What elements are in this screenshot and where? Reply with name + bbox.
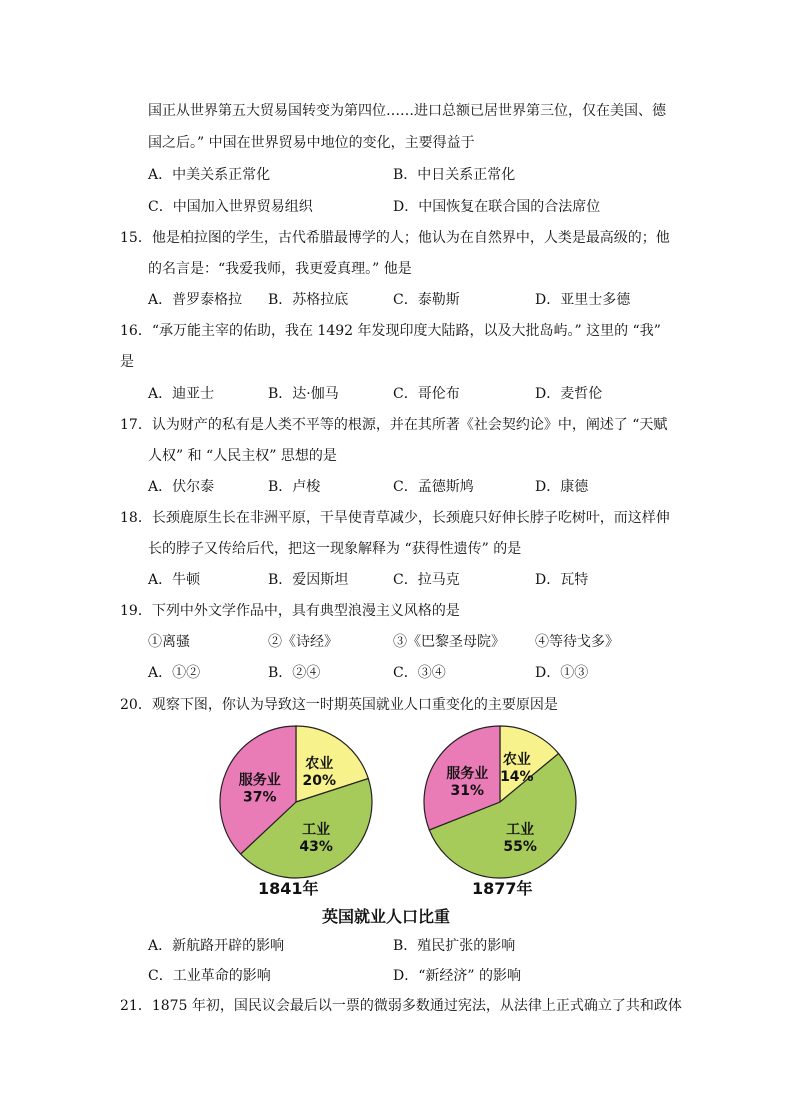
pie-label-agriculture: 农业 [305,756,334,773]
q14-option-d[interactable]: D．中国恢复在联合国的合法席位 [393,199,601,215]
q15-option-b[interactable]: B．苏格拉底 [268,292,349,308]
q17-option-c[interactable]: C．孟德斯鸠 [393,479,474,495]
q17-line1: 17．认为财产的私有是人类不平等的根源，并在其所著《社会契约论》中，阐述了 “天赋 [120,417,668,433]
q16-option-c[interactable]: C．哥伦布 [393,386,460,402]
pie-chart-1877 [418,720,582,884]
pie-label-service: 服务业 [238,772,281,789]
q14-option-c[interactable]: C．中国加入世界贸易组织 [148,199,313,215]
q19-option-a[interactable]: A．①② [148,665,201,681]
pie-value-service: 31% [450,782,485,799]
q16-option-b[interactable]: B．达·伽马 [268,386,339,402]
pie-chart-1841 [214,720,378,884]
q20-option-b[interactable]: B．殖民扩张的影响 [393,938,516,954]
q18-option-a[interactable]: A．牛顿 [148,572,201,588]
q20-option-c[interactable]: C．工业革命的影响 [148,968,271,984]
q15-option-c[interactable]: C．泰勒斯 [393,292,460,308]
pie-year-1877: 1877年 [472,879,533,898]
q20-option-a[interactable]: A．新航路开辟的影响 [148,938,285,954]
q17-option-b[interactable]: B．卢梭 [268,479,321,495]
q19-line1: 19．下列中外文学作品中，具有典型浪漫主义风格的是 [120,603,460,619]
q16-option-d[interactable]: D．麦哲伦 [535,386,603,402]
pie-label-agriculture: 农业 [502,752,531,769]
q14-option-a[interactable]: A．中美关系正常化 [148,167,271,183]
q19-option-c[interactable]: C．③④ [393,665,446,681]
q15-line1: 15．他是柏拉图的学生，古代希腊最博学的人；他认为在自然界中，人类是最高级的；他 [120,230,670,246]
q15-option-a[interactable]: A．普罗泰格拉 [148,292,243,308]
q18-line1: 18．长颈鹿原生长在非洲平原，干旱使青草减少，长颈鹿只好伸长脖子吃树叶，而这样伸 [120,510,670,526]
q17-option-a[interactable]: A．伏尔泰 [148,479,215,495]
pie-value-industry: 43% [299,839,333,856]
q15-option-d[interactable]: D．亚里士多德 [535,292,631,308]
pie-year-1841: 1841年 [258,879,319,898]
q17-option-d[interactable]: D．康德 [535,479,589,495]
chart-title: 英国就业人口比重 [322,907,451,926]
q17-line2: 人权” 和 “人民主权” 思想的是 [148,448,337,464]
q19-option-b[interactable]: B．②④ [268,665,321,681]
pie-value-industry: 55% [503,839,537,856]
q15-line2: 的名言是：“我爱我师，我更爱真理。” 他是 [148,261,412,277]
q16-option-a[interactable]: A．迪亚士 [148,386,215,402]
pie-value-service: 37% [242,789,277,806]
pie-value-agriculture: 20% [302,773,336,790]
pie-label-industry: 工业 [506,822,535,839]
q19-option-d[interactable]: D．①③ [535,665,589,681]
q18-option-b[interactable]: B．爱因斯坦 [268,572,349,588]
q19-item-1: ①离骚 [148,634,190,650]
q16-line1: 16．“承万能主宰的佑助，我在 1492 年发现印度大陆路，以及大批岛屿。” 这里的 “我” [120,323,661,339]
q19-item-3: ③《巴黎圣母院》 [393,634,505,650]
pie-label-service: 服务业 [446,765,489,782]
q20-line1: 20．观察下图，你认为导致这一时期英国就业人口重变化的主要原因是 [120,697,558,713]
q20-option-d[interactable]: D．“新经济” 的影响 [393,968,521,984]
q18-option-c[interactable]: C．拉马克 [393,572,460,588]
q18-option-d[interactable]: D．瓦特 [535,572,589,588]
pie-label-industry: 工业 [302,822,331,839]
q14-option-b[interactable]: B．中日关系正常化 [393,167,516,183]
q16-line2: 是 [120,354,134,370]
q14-line1: 国正从世界第五大贸易国转变为第四位……进口总额已居世界第三位，仅在美国、德 [148,103,666,119]
q19-item-4: ④等待戈多》 [535,634,619,650]
q14-line2: 国之后。” 中国在世界贸易中地位的变化，主要得益于 [148,135,475,151]
q21-line1: 21．1875 年初，国民议会最后以一票的微弱多数通过宪法，从法律上正式确立了共和政体 [120,998,682,1014]
pie-value-agriculture: 14% [500,769,534,786]
q18-line2: 长的脖子又传给后代，把这一现象解释为 “获得性遗传” 的是 [148,541,522,557]
q19-item-2: ②《诗经》 [268,634,338,650]
